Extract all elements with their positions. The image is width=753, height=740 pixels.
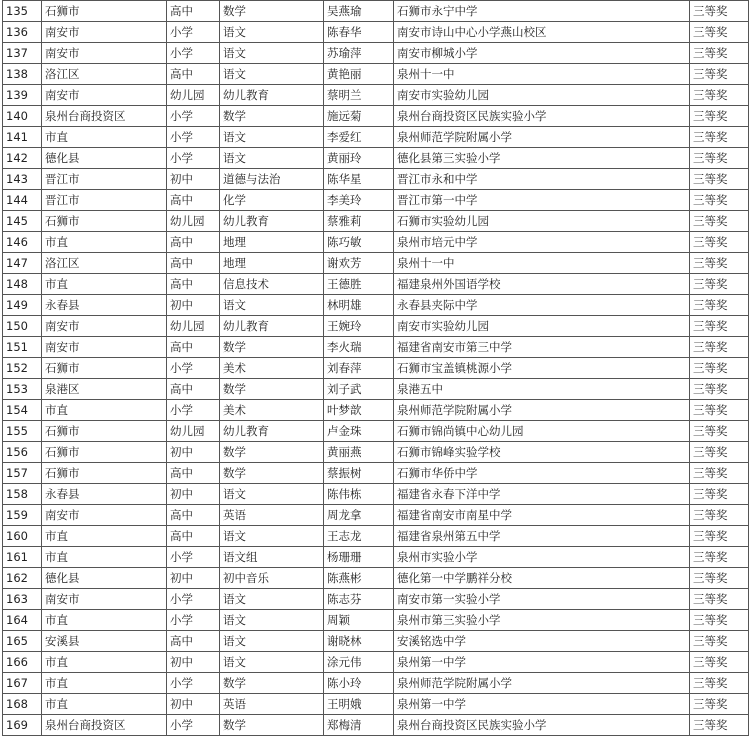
cell-school: 泉州第一中学 xyxy=(394,652,690,673)
cell-level: 高中 xyxy=(167,379,220,400)
cell-subject: 英语 xyxy=(220,505,324,526)
cell-level: 小学 xyxy=(167,43,220,64)
cell-award: 三等奖 xyxy=(690,442,749,463)
cell-index: 153 xyxy=(3,379,42,400)
cell-region: 南安市 xyxy=(42,22,167,43)
cell-subject: 语文 xyxy=(220,526,324,547)
cell-school: 泉州师范学院附属小学 xyxy=(394,127,690,148)
cell-level: 初中 xyxy=(167,652,220,673)
cell-award: 三等奖 xyxy=(690,106,749,127)
cell-award: 三等奖 xyxy=(690,253,749,274)
cell-region: 晋江市 xyxy=(42,169,167,190)
cell-index: 148 xyxy=(3,274,42,295)
cell-region: 南安市 xyxy=(42,316,167,337)
cell-index: 149 xyxy=(3,295,42,316)
cell-name: 蔡振树 xyxy=(324,463,394,484)
cell-name: 谢晓林 xyxy=(324,631,394,652)
table-row xyxy=(3,694,749,715)
cell-region: 石狮市 xyxy=(42,442,167,463)
cell-index: 165 xyxy=(3,631,42,652)
cell-award: 三等奖 xyxy=(690,400,749,421)
cell-region: 南安市 xyxy=(42,85,167,106)
cell-name: 谢欢芳 xyxy=(324,253,394,274)
cell-school: 德化第一中学鹏祥分校 xyxy=(394,568,690,589)
cell-level: 高中 xyxy=(167,463,220,484)
cell-level: 高中 xyxy=(167,337,220,358)
cell-region: 石狮市 xyxy=(42,1,167,22)
cell-subject: 英语 xyxy=(220,694,324,715)
cell-subject: 地理 xyxy=(220,253,324,274)
cell-subject: 数学 xyxy=(220,337,324,358)
cell-school: 泉州台商投资区民族实验小学 xyxy=(394,715,690,736)
table-row xyxy=(3,589,749,610)
cell-region: 市直 xyxy=(42,694,167,715)
cell-level: 小学 xyxy=(167,610,220,631)
cell-level: 小学 xyxy=(167,127,220,148)
cell-level: 高中 xyxy=(167,526,220,547)
cell-award: 三等奖 xyxy=(690,694,749,715)
cell-level: 小学 xyxy=(167,22,220,43)
cell-level: 小学 xyxy=(167,400,220,421)
cell-index: 158 xyxy=(3,484,42,505)
cell-index: 168 xyxy=(3,694,42,715)
cell-subject: 语文 xyxy=(220,64,324,85)
cell-school: 南安市实验幼儿园 xyxy=(394,316,690,337)
cell-school: 石狮市永宁中学 xyxy=(394,1,690,22)
cell-name: 陈春华 xyxy=(324,22,394,43)
cell-level: 初中 xyxy=(167,442,220,463)
cell-index: 160 xyxy=(3,526,42,547)
table-row xyxy=(3,631,749,652)
cell-subject: 语文 xyxy=(220,295,324,316)
cell-subject: 数学 xyxy=(220,106,324,127)
cell-index: 136 xyxy=(3,22,42,43)
cell-index: 157 xyxy=(3,463,42,484)
cell-award: 三等奖 xyxy=(690,85,749,106)
cell-index: 154 xyxy=(3,400,42,421)
cell-subject: 化学 xyxy=(220,190,324,211)
cell-region: 石狮市 xyxy=(42,211,167,232)
cell-award: 三等奖 xyxy=(690,547,749,568)
cell-region: 晋江市 xyxy=(42,190,167,211)
cell-name: 吴燕瑜 xyxy=(324,1,394,22)
cell-award: 三等奖 xyxy=(690,232,749,253)
cell-school: 石狮市宝盖镇桃源小学 xyxy=(394,358,690,379)
cell-subject: 语文 xyxy=(220,652,324,673)
table-row xyxy=(3,64,749,85)
cell-subject: 语文组 xyxy=(220,547,324,568)
cell-index: 164 xyxy=(3,610,42,631)
cell-region: 市直 xyxy=(42,274,167,295)
cell-level: 小学 xyxy=(167,715,220,736)
table-row xyxy=(3,484,749,505)
cell-award: 三等奖 xyxy=(690,715,749,736)
cell-level: 初中 xyxy=(167,169,220,190)
table-row xyxy=(3,421,749,442)
cell-index: 156 xyxy=(3,442,42,463)
cell-name: 郑梅清 xyxy=(324,715,394,736)
cell-region: 市直 xyxy=(42,232,167,253)
cell-index: 152 xyxy=(3,358,42,379)
table-row xyxy=(3,106,749,127)
cell-name: 涂元伟 xyxy=(324,652,394,673)
cell-name: 陈燕彬 xyxy=(324,568,394,589)
table-row xyxy=(3,673,749,694)
cell-award: 三等奖 xyxy=(690,211,749,232)
cell-school: 福建省南安市南星中学 xyxy=(394,505,690,526)
cell-region: 市直 xyxy=(42,652,167,673)
cell-region: 泉州台商投资区 xyxy=(42,106,167,127)
cell-region: 南安市 xyxy=(42,43,167,64)
cell-index: 138 xyxy=(3,64,42,85)
cell-school: 永春县夹际中学 xyxy=(394,295,690,316)
cell-region: 永春县 xyxy=(42,295,167,316)
cell-subject: 幼儿教育 xyxy=(220,211,324,232)
cell-name: 林明雄 xyxy=(324,295,394,316)
cell-school: 南安市诗山中心小学燕山校区 xyxy=(394,22,690,43)
cell-name: 黄丽燕 xyxy=(324,442,394,463)
cell-school: 南安市柳城小学 xyxy=(394,43,690,64)
cell-subject: 幼儿教育 xyxy=(220,421,324,442)
table-row xyxy=(3,85,749,106)
cell-name: 李美玲 xyxy=(324,190,394,211)
cell-award: 三等奖 xyxy=(690,64,749,85)
cell-name: 蔡雅莉 xyxy=(324,211,394,232)
cell-index: 169 xyxy=(3,715,42,736)
cell-subject: 语文 xyxy=(220,589,324,610)
cell-region: 洛江区 xyxy=(42,253,167,274)
cell-index: 142 xyxy=(3,148,42,169)
cell-school: 福建省永春下洋中学 xyxy=(394,484,690,505)
cell-school: 安溪铭选中学 xyxy=(394,631,690,652)
cell-name: 李爱红 xyxy=(324,127,394,148)
cell-level: 幼儿园 xyxy=(167,316,220,337)
cell-name: 陈小玲 xyxy=(324,673,394,694)
cell-region: 市直 xyxy=(42,610,167,631)
table-row xyxy=(3,568,749,589)
cell-award: 三等奖 xyxy=(690,484,749,505)
cell-award: 三等奖 xyxy=(690,295,749,316)
cell-index: 135 xyxy=(3,1,42,22)
cell-subject: 数学 xyxy=(220,463,324,484)
cell-level: 小学 xyxy=(167,673,220,694)
cell-subject: 语文 xyxy=(220,610,324,631)
cell-subject: 初中音乐 xyxy=(220,568,324,589)
table-row xyxy=(3,127,749,148)
cell-award: 三等奖 xyxy=(690,1,749,22)
cell-award: 三等奖 xyxy=(690,568,749,589)
cell-school: 南安市第一实验小学 xyxy=(394,589,690,610)
cell-school: 泉州市第三实验小学 xyxy=(394,610,690,631)
cell-subject: 语文 xyxy=(220,631,324,652)
cell-index: 167 xyxy=(3,673,42,694)
cell-level: 初中 xyxy=(167,568,220,589)
cell-name: 黄艳丽 xyxy=(324,64,394,85)
cell-award: 三等奖 xyxy=(690,610,749,631)
cell-level: 小学 xyxy=(167,547,220,568)
cell-school: 泉州师范学院附属小学 xyxy=(394,400,690,421)
cell-name: 陈志芬 xyxy=(324,589,394,610)
table-row xyxy=(3,232,749,253)
cell-name: 周颖 xyxy=(324,610,394,631)
cell-school: 泉州十一中 xyxy=(394,253,690,274)
table-row xyxy=(3,211,749,232)
cell-name: 陈伟栋 xyxy=(324,484,394,505)
cell-region: 泉港区 xyxy=(42,379,167,400)
table-row xyxy=(3,463,749,484)
cell-name: 王婉玲 xyxy=(324,316,394,337)
cell-index: 144 xyxy=(3,190,42,211)
cell-region: 市直 xyxy=(42,400,167,421)
cell-subject: 数学 xyxy=(220,1,324,22)
cell-subject: 数学 xyxy=(220,673,324,694)
cell-name: 李火瑞 xyxy=(324,337,394,358)
cell-level: 幼儿园 xyxy=(167,421,220,442)
cell-name: 杨珊珊 xyxy=(324,547,394,568)
cell-subject: 幼儿教育 xyxy=(220,316,324,337)
cell-subject: 语文 xyxy=(220,148,324,169)
cell-index: 155 xyxy=(3,421,42,442)
cell-region: 市直 xyxy=(42,127,167,148)
cell-level: 小学 xyxy=(167,148,220,169)
cell-name: 陈华星 xyxy=(324,169,394,190)
cell-index: 147 xyxy=(3,253,42,274)
cell-name: 蔡明兰 xyxy=(324,85,394,106)
cell-school: 石狮市锦尚镇中心幼儿园 xyxy=(394,421,690,442)
cell-school: 石狮市华侨中学 xyxy=(394,463,690,484)
table-row xyxy=(3,379,749,400)
cell-award: 三等奖 xyxy=(690,673,749,694)
cell-index: 140 xyxy=(3,106,42,127)
cell-award: 三等奖 xyxy=(690,148,749,169)
cell-award: 三等奖 xyxy=(690,43,749,64)
awards-table xyxy=(2,0,749,736)
cell-level: 高中 xyxy=(167,505,220,526)
cell-region: 石狮市 xyxy=(42,421,167,442)
table-row xyxy=(3,442,749,463)
table-row xyxy=(3,43,749,64)
cell-level: 高中 xyxy=(167,1,220,22)
table-row xyxy=(3,190,749,211)
cell-region: 安溪县 xyxy=(42,631,167,652)
table-row xyxy=(3,400,749,421)
table-row xyxy=(3,505,749,526)
cell-level: 小学 xyxy=(167,358,220,379)
cell-region: 市直 xyxy=(42,673,167,694)
cell-name: 施远菊 xyxy=(324,106,394,127)
cell-index: 150 xyxy=(3,316,42,337)
cell-index: 166 xyxy=(3,652,42,673)
cell-index: 143 xyxy=(3,169,42,190)
cell-subject: 数学 xyxy=(220,442,324,463)
cell-index: 163 xyxy=(3,589,42,610)
cell-level: 高中 xyxy=(167,190,220,211)
cell-region: 南安市 xyxy=(42,589,167,610)
cell-level: 高中 xyxy=(167,253,220,274)
cell-subject: 语文 xyxy=(220,127,324,148)
table-row xyxy=(3,337,749,358)
cell-name: 苏瑜萍 xyxy=(324,43,394,64)
cell-subject: 地理 xyxy=(220,232,324,253)
cell-region: 石狮市 xyxy=(42,358,167,379)
cell-subject: 数学 xyxy=(220,379,324,400)
table-row xyxy=(3,22,749,43)
cell-index: 145 xyxy=(3,211,42,232)
cell-award: 三等奖 xyxy=(690,463,749,484)
cell-name: 叶梦歆 xyxy=(324,400,394,421)
cell-level: 幼儿园 xyxy=(167,85,220,106)
table-body xyxy=(3,1,749,736)
cell-award: 三等奖 xyxy=(690,631,749,652)
cell-school: 泉州台商投资区民族实验小学 xyxy=(394,106,690,127)
table-row xyxy=(3,652,749,673)
table-row xyxy=(3,274,749,295)
table-row xyxy=(3,253,749,274)
cell-index: 161 xyxy=(3,547,42,568)
cell-level: 高中 xyxy=(167,631,220,652)
cell-name: 卢金珠 xyxy=(324,421,394,442)
cell-index: 159 xyxy=(3,505,42,526)
cell-school: 泉州十一中 xyxy=(394,64,690,85)
cell-index: 139 xyxy=(3,85,42,106)
cell-award: 三等奖 xyxy=(690,316,749,337)
cell-level: 初中 xyxy=(167,694,220,715)
cell-school: 晋江市永和中学 xyxy=(394,169,690,190)
cell-school: 泉州市培元中学 xyxy=(394,232,690,253)
cell-region: 南安市 xyxy=(42,505,167,526)
cell-award: 三等奖 xyxy=(690,589,749,610)
cell-level: 幼儿园 xyxy=(167,211,220,232)
cell-school: 晋江市第一中学 xyxy=(394,190,690,211)
cell-school: 泉州师范学院附属小学 xyxy=(394,673,690,694)
cell-award: 三等奖 xyxy=(690,337,749,358)
cell-region: 市直 xyxy=(42,526,167,547)
cell-level: 小学 xyxy=(167,106,220,127)
table-row xyxy=(3,316,749,337)
cell-award: 三等奖 xyxy=(690,379,749,400)
cell-region: 洛江区 xyxy=(42,64,167,85)
table-row xyxy=(3,148,749,169)
cell-region: 德化县 xyxy=(42,568,167,589)
cell-name: 刘子武 xyxy=(324,379,394,400)
cell-index: 137 xyxy=(3,43,42,64)
cell-index: 146 xyxy=(3,232,42,253)
table-row xyxy=(3,715,749,736)
table-row xyxy=(3,547,749,568)
cell-level: 初中 xyxy=(167,295,220,316)
table-row xyxy=(3,358,749,379)
cell-level: 初中 xyxy=(167,484,220,505)
cell-subject: 语文 xyxy=(220,22,324,43)
cell-subject: 道德与法治 xyxy=(220,169,324,190)
cell-award: 三等奖 xyxy=(690,22,749,43)
cell-school: 南安市实验幼儿园 xyxy=(394,85,690,106)
cell-school: 福建省泉州第五中学 xyxy=(394,526,690,547)
cell-school: 泉州市实验小学 xyxy=(394,547,690,568)
cell-school: 福建泉州外国语学校 xyxy=(394,274,690,295)
table-row xyxy=(3,526,749,547)
cell-name: 王明娥 xyxy=(324,694,394,715)
cell-level: 高中 xyxy=(167,232,220,253)
cell-subject: 信息技术 xyxy=(220,274,324,295)
cell-subject: 语文 xyxy=(220,43,324,64)
table-row xyxy=(3,610,749,631)
cell-index: 141 xyxy=(3,127,42,148)
cell-award: 三等奖 xyxy=(690,358,749,379)
cell-name: 王德胜 xyxy=(324,274,394,295)
cell-school: 德化县第三实验小学 xyxy=(394,148,690,169)
cell-award: 三等奖 xyxy=(690,127,749,148)
cell-award: 三等奖 xyxy=(690,190,749,211)
cell-name: 黄丽玲 xyxy=(324,148,394,169)
cell-level: 小学 xyxy=(167,589,220,610)
cell-subject: 幼儿教育 xyxy=(220,85,324,106)
cell-award: 三等奖 xyxy=(690,169,749,190)
cell-region: 南安市 xyxy=(42,337,167,358)
cell-school: 福建省南安市第三中学 xyxy=(394,337,690,358)
cell-subject: 数学 xyxy=(220,715,324,736)
cell-level: 高中 xyxy=(167,64,220,85)
cell-name: 王志龙 xyxy=(324,526,394,547)
table-row xyxy=(3,169,749,190)
cell-region: 市直 xyxy=(42,547,167,568)
cell-school: 泉港五中 xyxy=(394,379,690,400)
cell-subject: 语文 xyxy=(220,484,324,505)
cell-award: 三等奖 xyxy=(690,421,749,442)
table-row xyxy=(3,295,749,316)
cell-region: 永春县 xyxy=(42,484,167,505)
cell-award: 三等奖 xyxy=(690,526,749,547)
cell-school: 石狮市锦峰实验学校 xyxy=(394,442,690,463)
cell-index: 151 xyxy=(3,337,42,358)
cell-award: 三等奖 xyxy=(690,652,749,673)
cell-award: 三等奖 xyxy=(690,505,749,526)
cell-subject: 美术 xyxy=(220,400,324,421)
cell-award: 三等奖 xyxy=(690,274,749,295)
table-row xyxy=(3,1,749,22)
cell-region: 石狮市 xyxy=(42,463,167,484)
cell-name: 刘春萍 xyxy=(324,358,394,379)
cell-school: 泉州第一中学 xyxy=(394,694,690,715)
cell-name: 周龙拿 xyxy=(324,505,394,526)
cell-name: 陈巧敏 xyxy=(324,232,394,253)
cell-subject: 美术 xyxy=(220,358,324,379)
cell-region: 泉州台商投资区 xyxy=(42,715,167,736)
cell-level: 高中 xyxy=(167,274,220,295)
cell-school: 石狮市实验幼儿园 xyxy=(394,211,690,232)
cell-index: 162 xyxy=(3,568,42,589)
cell-region: 德化县 xyxy=(42,148,167,169)
